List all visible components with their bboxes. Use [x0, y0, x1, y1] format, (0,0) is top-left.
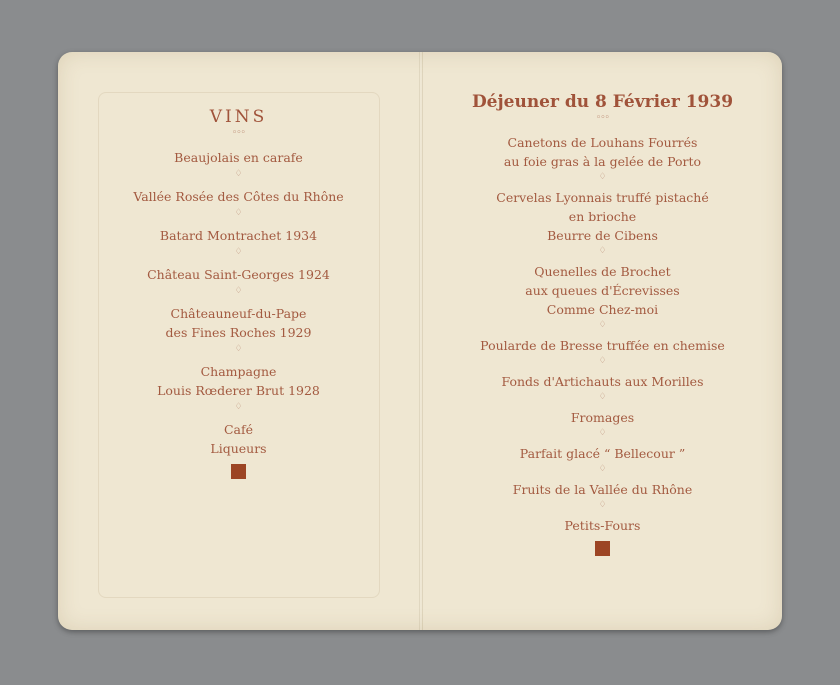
lunch-panel [423, 52, 782, 630]
wine-item-line: Champagne [200, 364, 277, 379]
dish-item-entry [496, 188, 708, 245]
dish-item-entry [525, 262, 679, 319]
dish-item-line: au foie gras à la gelée de Porto [503, 154, 702, 169]
separator-ornament: ♢ [598, 464, 607, 474]
wine-item-line: Café [223, 422, 254, 437]
dish-item-line: en brioche [568, 209, 637, 224]
dish-item-entry [565, 516, 641, 535]
dish-item-line: Petits-Fours [564, 518, 641, 533]
separator-ornament: ♢ [234, 208, 243, 218]
separator-ornament: ♢ [598, 320, 607, 330]
dish-item-line: Fruits de la Vallée du Rhône [512, 482, 693, 497]
seal-square [595, 541, 610, 556]
dish-item-line: Fonds d'Artichauts aux Morilles [501, 374, 704, 389]
wine-item-line: Louis Rœderer Brut 1928 [157, 383, 320, 398]
separator-ornament: ♢ [598, 356, 607, 366]
wine-title: VINS [209, 107, 268, 127]
dish-item-line: aux queues d'Écrevisses [525, 283, 680, 298]
separator-ornament: ♢ [234, 169, 243, 179]
separator-ornament: ♢ [234, 344, 243, 354]
dish-item-entry [480, 336, 725, 355]
separator-ornament: ♢ [234, 402, 243, 412]
wine-panel [58, 52, 419, 630]
dish-item-entry [513, 480, 692, 499]
dish-item-line: Beurre de Cibens [547, 228, 658, 243]
dish-item-line: Quenelles de Brochet [534, 264, 671, 279]
wine-item-line: Château Saint-Georges 1924 [147, 267, 330, 282]
wine-item-line: Vallée Rosée des Côtes du Rhône [133, 189, 344, 204]
dish-item-entry [571, 408, 634, 427]
separator-ornament: ♢ [598, 500, 607, 510]
separator-ornament: ♢ [598, 246, 607, 256]
dish-item-line: Parfait glacé “ Bellecour ” [519, 446, 686, 461]
title-flourish: ◦◦◦ [596, 113, 609, 123]
panel-frame [98, 92, 380, 598]
dish-item-line: Fromages [570, 410, 635, 425]
separator-ornament: ♢ [234, 247, 243, 257]
dish-item-entry [501, 372, 703, 391]
dish-item-entry [504, 133, 701, 171]
dish-item-entry [520, 444, 685, 463]
wine-item-line: Liqueurs [210, 441, 267, 456]
menu-card [58, 52, 782, 630]
dish-item-line: Cervelas Lyonnais truffé pistaché [496, 190, 709, 205]
title-flourish: ◦◦◦ [232, 128, 245, 138]
wine-item-line: Batard Montrachet 1934 [159, 228, 318, 243]
wine-item-line: des Fines Roches 1929 [165, 325, 312, 340]
dish-list [480, 133, 725, 535]
separator-ornament: ♢ [598, 172, 607, 182]
dish-item-line: Comme Chez-moi [546, 302, 659, 317]
separator-ornament: ♢ [598, 428, 607, 438]
dish-item-line: Poularde de Bresse truffée en chemise [480, 338, 725, 353]
dish-item-line: Canetons de Louhans Fourrés [507, 135, 698, 150]
lunch-title: Déjeuner du 8 Février 1939 [471, 92, 734, 112]
wine-item-line: Châteauneuf-du-Pape [170, 306, 307, 321]
separator-ornament: ♢ [598, 392, 607, 402]
separator-ornament: ♢ [234, 286, 243, 296]
wine-item-line: Beaujolais en carafe [174, 150, 303, 165]
